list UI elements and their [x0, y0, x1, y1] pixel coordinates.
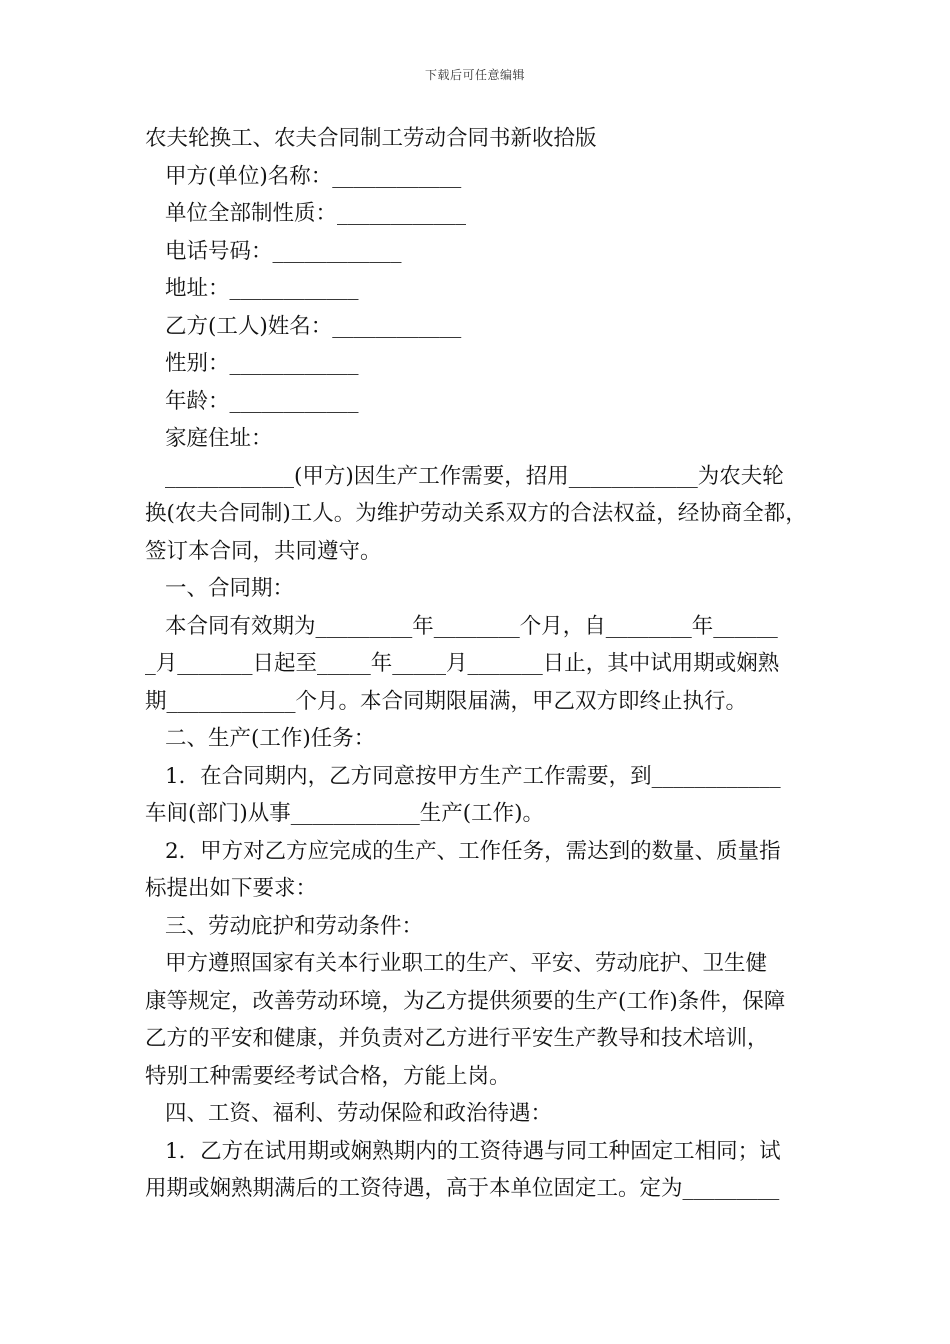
paragraph-line: 用期或娴熟期满后的工资待遇，高于本单位固定工。定为_________ — [145, 1176, 780, 1201]
paragraph-line: _月_______日起至_____年_____月_______日止，其中试用期或娴熟 — [145, 651, 780, 676]
section-heading: 一、合同期： — [165, 576, 295, 601]
paragraph-line: 车间(部门)从事____________生产(工作)。 — [145, 801, 545, 826]
field-gender: 性别：____________ — [165, 351, 359, 376]
paragraph-line: 1．在合同期内，乙方同意按甲方生产工作需要，到____________ — [165, 763, 781, 789]
field-age: 年龄：____________ — [165, 388, 359, 414]
paragraph-line: 期____________个月。本合同期限届满，甲乙双方即终止执行。 — [145, 688, 748, 714]
field-phone: 电话号码：____________ — [165, 238, 402, 264]
paragraph-line: 康等规定，改善劳动环境，为乙方提供须要的生产(工作)条件，保障 — [145, 988, 786, 1014]
paragraph-line: 甲方遵照国家有关本行业职工的生产、平安、劳动庇护、卫生健 — [165, 951, 768, 976]
paragraph-line: 换(农夫合同制)工人。为维护劳动关系双方的合法权益，经协商全都， — [145, 501, 807, 526]
field-home-address: 家庭住址： — [165, 426, 273, 451]
section-heading: 四、工资、福利、劳动保险和政治待遇： — [165, 1101, 553, 1126]
paragraph-line: 乙方的平安和健康，并负责对乙方进行平安生产教导和技术培训， — [145, 1026, 769, 1051]
section-heading: 二、生产(工作)任务： — [165, 726, 376, 751]
paragraph-line: ____________(甲方)因生产工作需要，招用____________为农夫轮 — [165, 463, 784, 489]
paragraph-line: 签订本合同，共同遵守。 — [145, 538, 382, 564]
field-party-a-name: 甲方(单位)名称：____________ — [165, 163, 462, 189]
paragraph-line: 1．乙方在试用期或娴熟期内的工资待遇与同工种固定工相同；试 — [165, 1138, 781, 1164]
paragraph-line: 2．甲方对乙方应完成的生产、工作任务，需达到的数量、质量指 — [165, 838, 781, 864]
paragraph-line: 本合同有效期为_________年________个月，自________年______ — [165, 613, 778, 639]
page-header-note: 下载后可任意编辑 — [424, 68, 525, 82]
contract-body — [145, 120, 810, 1208]
field-party-b-name: 乙方(工人)姓名：____________ — [165, 313, 462, 339]
field-ownership-type: 单位全部制性质：____________ — [165, 201, 467, 226]
paragraph-line: 特别工种需要经考试合格，方能上岗。 — [145, 1063, 511, 1089]
field-address: 地址：____________ — [165, 276, 359, 301]
section-heading: 三、劳动庇护和劳动条件： — [165, 913, 424, 939]
paragraph-line: 标提出如下要求： — [145, 876, 318, 901]
document-title: 农夫轮换工、农夫合同制工劳动合同书新收拾版 — [145, 126, 597, 151]
